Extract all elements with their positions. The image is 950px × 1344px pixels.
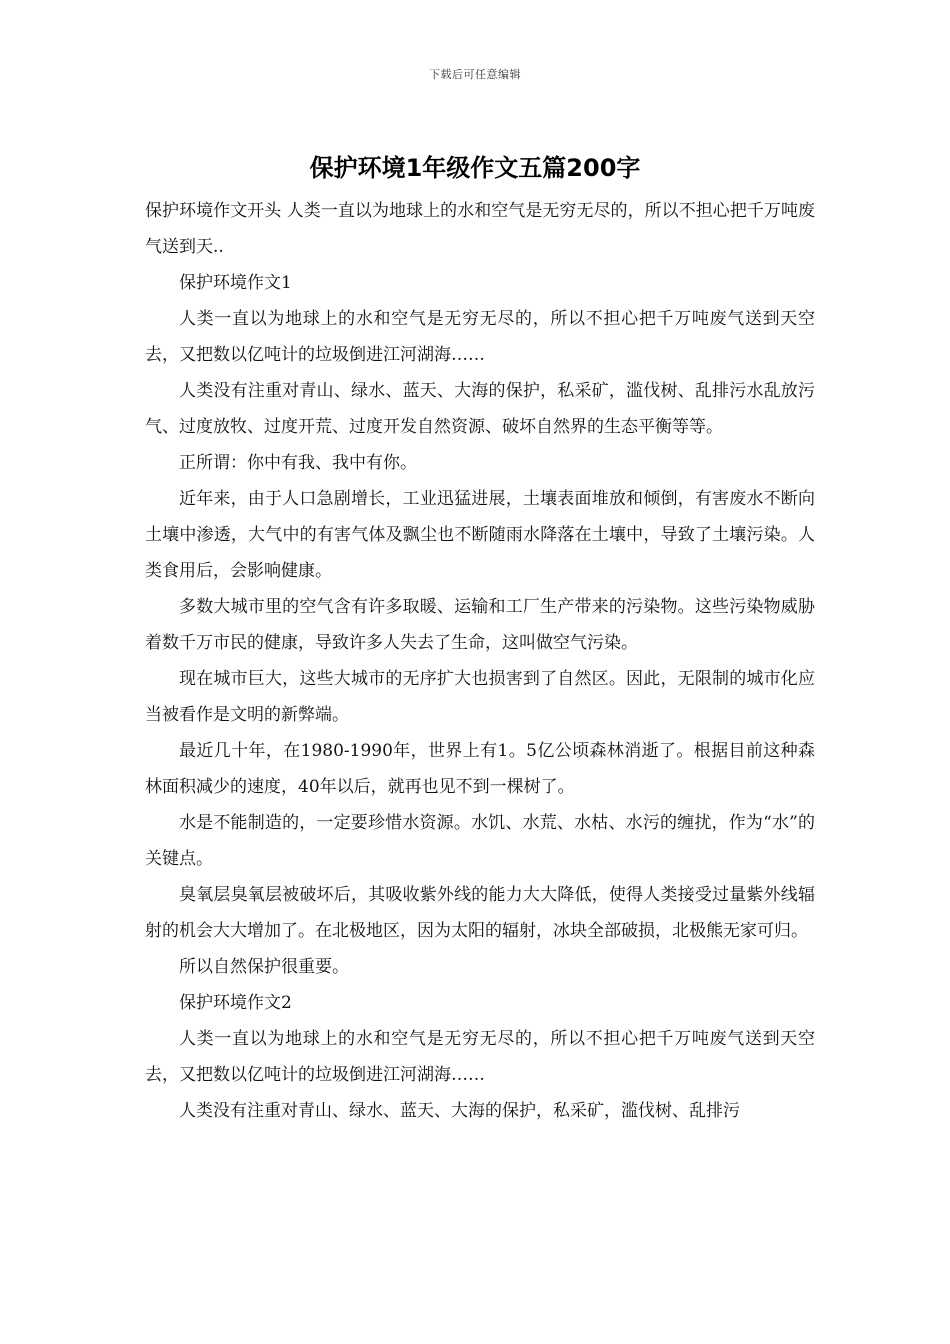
document-body — [145, 193, 815, 1129]
body-paragraph: 人类没有注重对青山、绿水、蓝天、大海的保护，私采矿，滥伐树、乱排污水乱放污气、过度放牧、过度开荒、过度开发自然资源、破坏自然界的生态平衡等等。 — [145, 381, 815, 437]
section-heading-essay-1: 保护环境作文1 — [179, 273, 292, 293]
body-paragraph: 人类一直以为地球上的水和空气是无穷无尽的，所以不担心把千万吨废气送到天空去，又把数以亿吨计的垃圾倒进江河湖海…… — [145, 309, 815, 365]
section-heading-essay-2: 保护环境作文2 — [179, 993, 292, 1013]
body-paragraph: 多数大城市里的空气含有许多取暖、运输和工厂生产带来的污染物。这些污染物威胁着数千万市民的健康，导致许多人失去了生命，这叫做空气污染。 — [145, 597, 815, 653]
body-paragraph: 现在城市巨大，这些大城市的无序扩大也损害到了自然区。因此，无限制的城市化应当被看作是文明的新弊端。 — [145, 669, 815, 725]
body-paragraph: 最近几十年，在1980-1990年，世界上有1。5亿公顷森林消逝了。根据目前这种森林面积减少的速度，40年以后，就再也见不到一棵树了。 — [145, 741, 815, 797]
body-paragraph: 水是不能制造的，一定要珍惜水资源。水饥、水荒、水枯、水污的缠扰，作为“水”的关键点。 — [145, 813, 815, 869]
intro-paragraph: 保护环境作文开头 人类一直以为地球上的水和空气是无穷无尽的，所以不担心把千万吨废气送到天.. — [145, 201, 815, 257]
document-title: 保护环境1年级作文五篇200字 — [309, 154, 641, 182]
page-header-note: 下载后可任意编辑 — [429, 68, 521, 81]
body-paragraph: 臭氧层臭氧层被破坏后，其吸收紫外线的能力大大降低，使得人类接受过量紫外线辐射的机会大大增加了。在北极地区，因为太阳的辐射，冰块全部破损，北极熊无家可归。 — [145, 885, 815, 941]
body-paragraph: 所以自然保护很重要。 — [179, 957, 349, 977]
body-paragraph: 人类一直以为地球上的水和空气是无穷无尽的，所以不担心把千万吨废气送到天空去，又把数以亿吨计的垃圾倒进江河湖海…… — [145, 1029, 815, 1085]
body-paragraph: 近年来，由于人口急剧增长，工业迅猛进展，土壤表面堆放和倾倒，有害废水不断向土壤中渗透，大气中的有害气体及飘尘也不断随雨水降落在土壤中，导致了土壤污染。人类食用后，会影响健康。 — [145, 489, 815, 581]
body-paragraph: 正所谓：你中有我、我中有你。 — [179, 453, 417, 473]
body-paragraph: 人类没有注重对青山、绿水、蓝天、大海的保护，私采矿，滥伐树、乱排污 — [179, 1101, 740, 1121]
